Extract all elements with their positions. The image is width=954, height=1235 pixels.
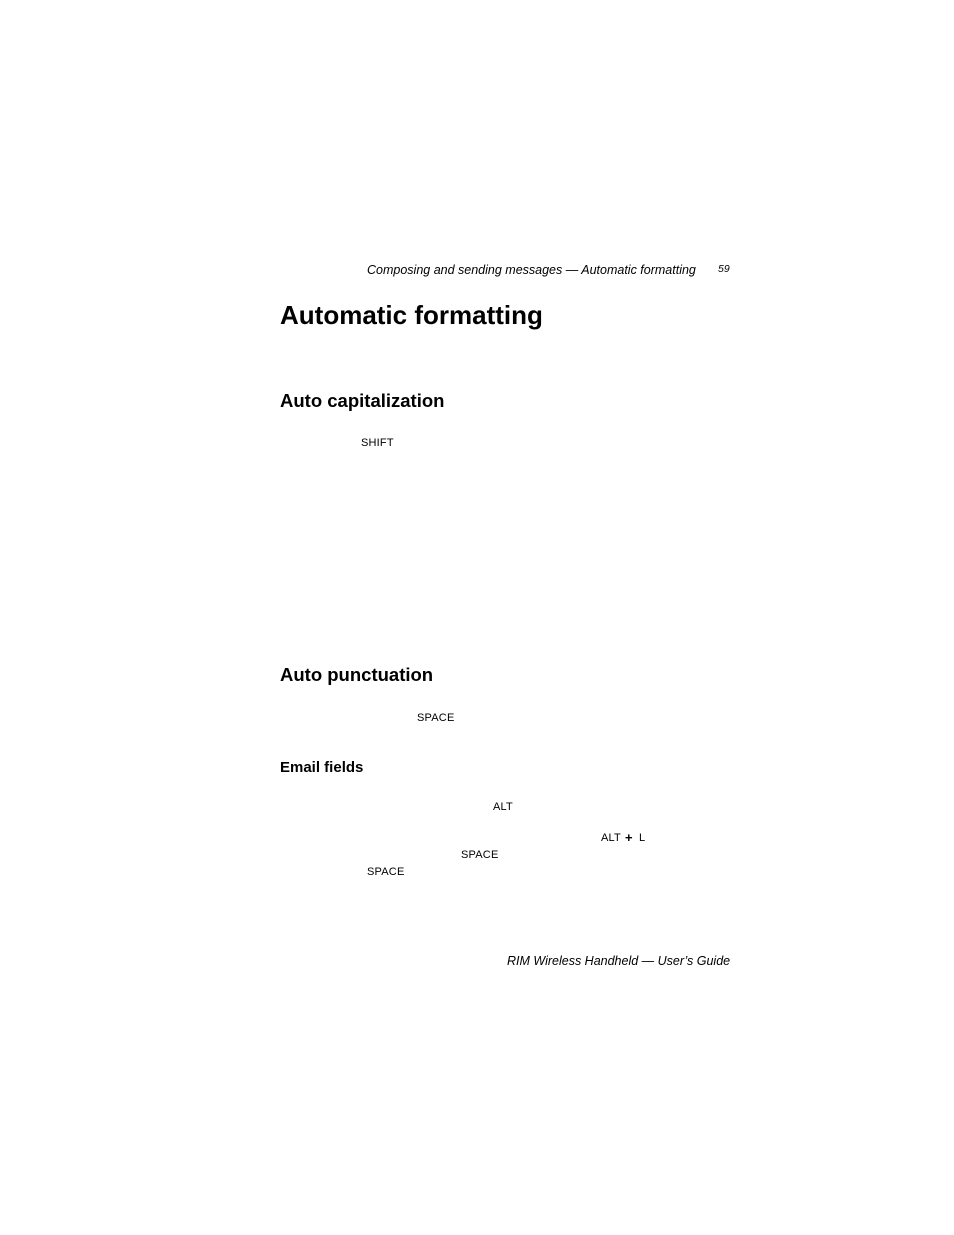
section-heading-auto-punctuation: Auto punctuation (280, 664, 434, 685)
key-label-alt-combo: ALT (601, 832, 621, 844)
key-label-shift: SHIFT (361, 437, 394, 449)
key-label-space: SPACE (461, 849, 499, 861)
page-footer: RIM Wireless Handheld — User’s Guide (507, 954, 731, 968)
key-label-space: SPACE (367, 866, 405, 878)
key-label-l: L (639, 832, 646, 844)
key-label-alt: ALT (493, 801, 513, 813)
page-title: Automatic formatting (280, 300, 543, 330)
section-heading-auto-capitalization: Auto capitalization (280, 390, 445, 411)
key-label-space: SPACE (417, 712, 455, 724)
subsection-heading-email-fields: Email fields (280, 759, 364, 776)
running-header: Composing and sending messages — Automatic formatting (367, 263, 696, 277)
plus-symbol: + (625, 830, 633, 845)
page-number: 59 (718, 263, 730, 275)
